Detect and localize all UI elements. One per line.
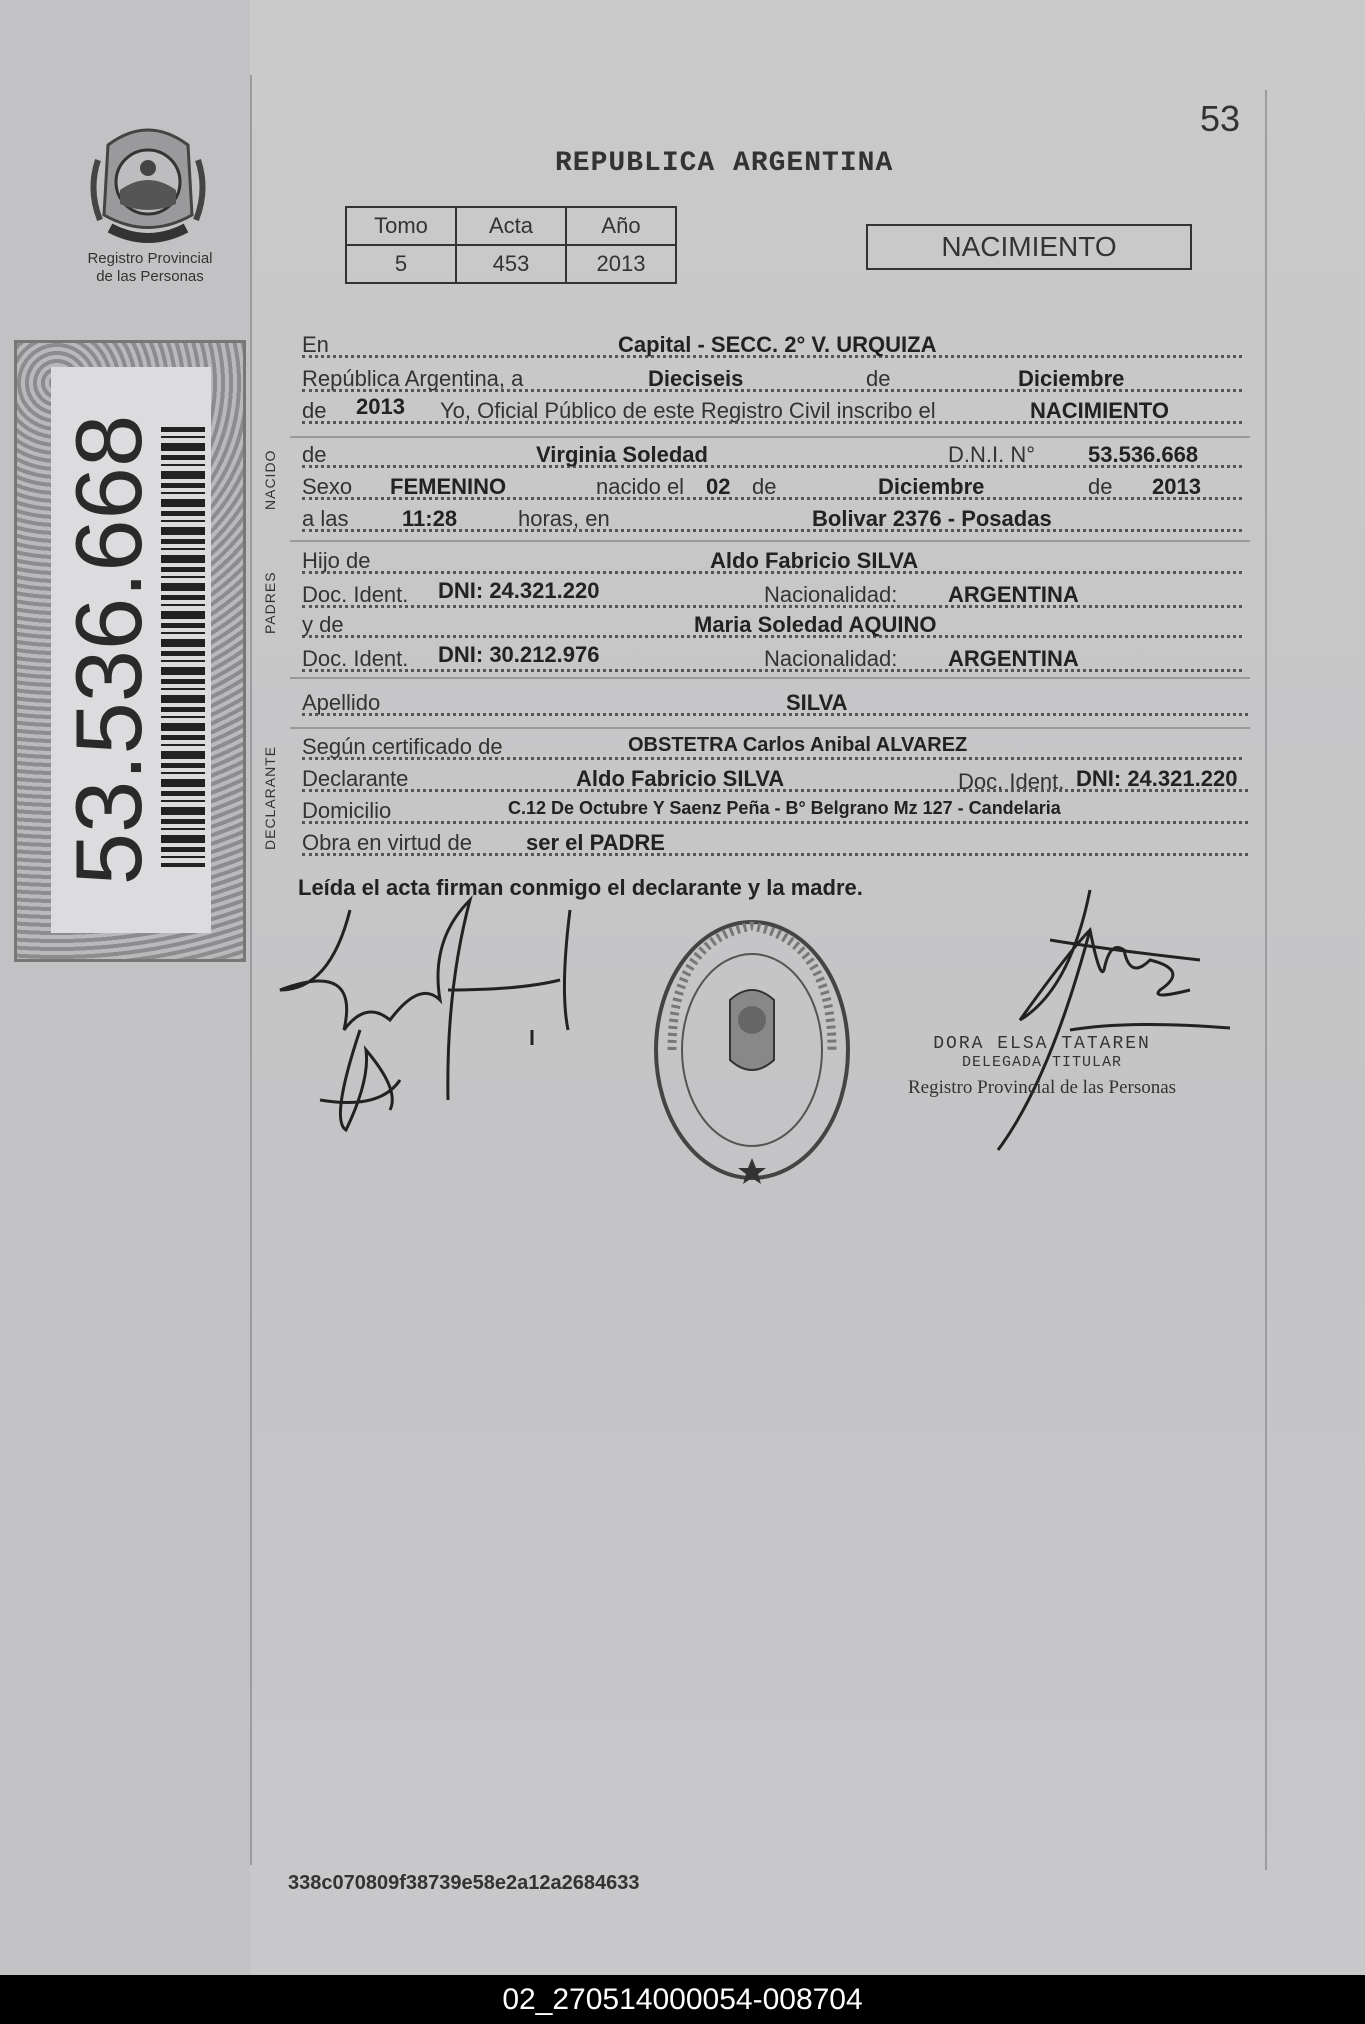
side-label-declarant: DECLARANTE <box>262 745 278 850</box>
row-sex-label: Sexo <box>302 474 353 499</box>
row-sex <box>302 474 1242 504</box>
row-surname-label: Apellido <box>302 690 381 715</box>
row-place-label: En <box>302 332 329 357</box>
document-hash: 338c070809f38739e58e2a12a2684633 <box>288 1872 640 1894</box>
row-declarant-label: Declarante <box>302 766 409 791</box>
row-father-doc-label: Doc. Ident. <box>302 582 409 607</box>
row-child-dni-label: D.N.I. N° <box>948 442 1036 467</box>
delegation-seal-icon <box>650 910 855 1190</box>
row-time-value: 11:28 <box>402 506 458 531</box>
row-year-label: de <box>302 398 327 423</box>
row-father-label: Hijo de <box>302 548 371 573</box>
row-sex-month: Diciembre <box>878 474 985 499</box>
act-type-box: NACIMIENTO <box>866 224 1192 270</box>
row-surname-value: SILVA <box>786 690 848 715</box>
row-address-value: C.12 De Octubre Y Saenz Peña - B° Belgrano Mz 127 - Candelaria <box>508 798 1061 818</box>
row-address <box>302 798 1248 828</box>
row-declarant-doc: DNI: 24.321.220 <box>1076 766 1238 791</box>
table-header-cell: Año <box>566 207 676 245</box>
row-child-dni: 53.536.668 <box>1088 442 1199 467</box>
barcode-label <box>14 340 246 962</box>
row-surname <box>302 690 1248 720</box>
row-capacity <box>302 830 1248 860</box>
margin-line-right <box>1265 90 1267 1870</box>
table-cell: 453 <box>456 245 566 283</box>
row-mother-value: Maria Soledad AQUINO <box>694 612 937 637</box>
official-office: Registro Provincial de las Personas <box>908 1077 1177 1098</box>
row-mother-doc-label: Doc. Ident. <box>302 646 409 671</box>
row-child <box>302 442 1242 472</box>
row-sex-value: FEMENINO <box>390 474 507 499</box>
row-sex-of1: de <box>752 474 777 499</box>
barcode-icon <box>161 427 205 867</box>
barcode-inner <box>51 367 211 933</box>
row-father-doc-value: DNI: 24.321.220 <box>438 578 600 603</box>
left-margin <box>0 0 250 1975</box>
section-divider <box>290 677 1250 679</box>
row-time-hours-label: horas, en <box>518 506 610 531</box>
row-sex-year: 2013 <box>1152 474 1201 499</box>
row-declarant-value: Aldo Fabricio SILVA <box>576 766 785 791</box>
row-year-act: NACIMIENTO <box>1030 398 1169 423</box>
row-address-label: Domicilio <box>302 798 392 823</box>
row-year-value: 2013 <box>356 394 405 419</box>
row-sex-day: 02 <box>706 474 731 499</box>
row-time-label: a las <box>302 506 349 531</box>
row-capacity-label: Obra en virtud de <box>302 830 472 855</box>
row-mother-doc-value: DNI: 30.212.976 <box>438 642 600 667</box>
id-number-vertical: 53.536.668 <box>56 414 161 886</box>
table-cell: 2013 <box>566 245 676 283</box>
row-child-name: Virginia Soledad <box>536 442 708 467</box>
official-signature-icon <box>990 880 1250 1160</box>
row-father-nat-label: Nacionalidad: <box>764 582 898 607</box>
row-mother <box>302 612 1242 642</box>
table-row <box>346 245 676 283</box>
row-mother-nat: ARGENTINA <box>948 646 1079 671</box>
registry-caption <box>60 250 240 286</box>
section-divider <box>290 436 1250 438</box>
official-role: DELEGADA TITULAR <box>962 1054 1123 1071</box>
table-header-row <box>346 207 676 245</box>
row-place <box>302 332 1242 362</box>
row-sex-born-label: nacido el <box>596 474 685 499</box>
section-divider <box>290 540 1250 542</box>
row-declarant-doc-label: Doc. Ident. <box>958 769 1065 794</box>
row-time <box>302 506 1242 536</box>
row-capacity-value: ser el PADRE <box>526 830 665 855</box>
registry-logo-icon <box>88 120 208 250</box>
margin-line-left <box>250 75 252 1865</box>
row-certificate-value: OBSTETRA Carlos Anibal ALVAREZ <box>628 734 968 756</box>
registry-caption-line2: de las Personas <box>96 268 204 285</box>
row-declarant <box>302 766 1248 796</box>
row-mother-nat-label: Nacionalidad: <box>764 646 898 671</box>
row-certificate <box>302 734 1242 764</box>
row-sex-of2: de <box>1088 474 1113 499</box>
row-father <box>302 548 1242 578</box>
row-date-label: República Argentina, a <box>302 366 524 391</box>
row-child-label: de <box>302 442 327 467</box>
declarant-signature-icon <box>270 880 610 1140</box>
page-number: 53 <box>1200 98 1241 139</box>
row-mother-doc <box>302 642 1242 676</box>
official-block <box>908 1034 1176 1099</box>
official-name: DORA ELSA TATAREN <box>933 1034 1151 1054</box>
row-certificate-label: Según certificado de <box>302 734 503 759</box>
row-place-value: Capital - SECC. 2° V. URQUIZA <box>618 332 937 357</box>
table-cell: 5 <box>346 245 456 283</box>
side-label-born: NACIDO <box>262 449 278 510</box>
row-mother-label: y de <box>302 612 344 637</box>
table-header-cell: Acta <box>456 207 566 245</box>
row-father-nat: ARGENTINA <box>948 582 1079 607</box>
volume-act-year-table <box>345 206 677 284</box>
row-year <box>302 394 1242 428</box>
side-label-parents: PADRES <box>262 571 278 634</box>
footer-code: 02_270514000054-008704 <box>0 1975 1365 2024</box>
row-father-value: Aldo Fabricio SILVA <box>710 548 919 573</box>
section-divider <box>290 727 1250 729</box>
row-date-of: de <box>866 366 891 391</box>
row-year-text: Yo, Oficial Público de este Registro Civil inscribo el <box>440 398 936 423</box>
table-header-cell: Tomo <box>346 207 456 245</box>
row-date-month: Diciembre <box>1018 366 1125 391</box>
row-father-doc <box>302 578 1242 612</box>
row-date <box>302 366 1242 396</box>
closing-statement: Leída el acta firman conmigo el declarante y la madre. <box>298 875 863 900</box>
row-date-day: Dieciseis <box>648 366 744 391</box>
country-title: REPUBLICA ARGENTINA <box>555 148 894 179</box>
row-time-place: Bolivar 2376 - Posadas <box>812 506 1052 531</box>
registry-caption-line1: Registro Provincial <box>87 250 213 267</box>
